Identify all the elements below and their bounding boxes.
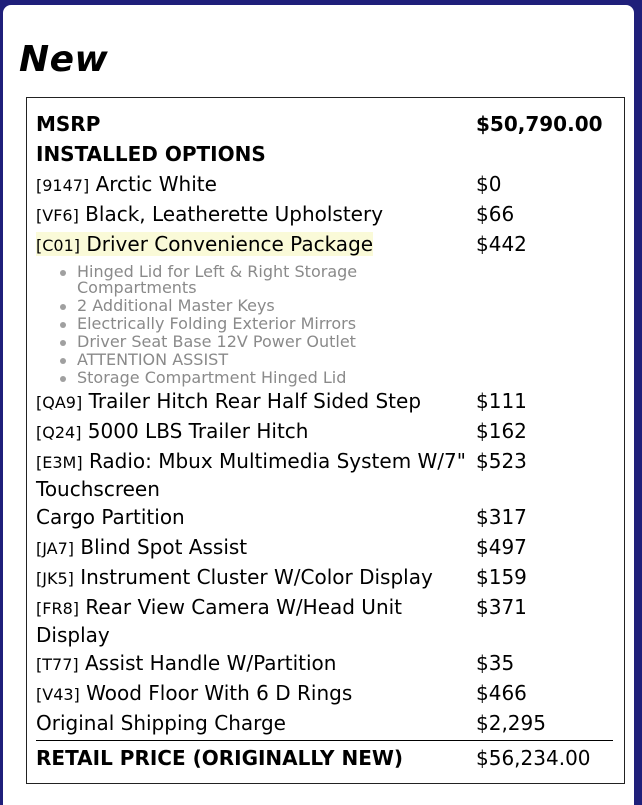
option-price: $66 [476,202,515,226]
option-code: [V43] [36,685,80,704]
option-name: Black, Leatherette Upholstery [85,202,384,226]
msrp-label: MSRP [36,112,101,136]
total-divider [36,740,613,741]
package-item: Driver Seat Base 12V Power Outlet [57,334,437,350]
retail-price-value: $56,234.00 [476,746,591,770]
option-name: Wood Floor With 6 D Rings [86,681,353,705]
sticker-panel [3,5,634,805]
option-code: [VF6] [36,206,79,225]
option-name: Driver Convenience Package [86,232,374,256]
package-item: Storage Compartment Hinged Lid [57,370,437,386]
option-price: $523 [476,449,527,473]
option-name: Blind Spot Assist [80,535,248,559]
option-name: 5000 LBS Trailer Hitch [87,419,309,443]
option-price: $35 [476,651,515,675]
option-price: $317 [476,505,527,529]
msrp-price: $50,790.00 [476,112,603,136]
option-name: Radio: Mbux Multimedia System W/7" Touchscreen [36,449,466,501]
option-price: $497 [476,535,527,559]
option-price: $442 [476,232,527,256]
option-name: Rear View Camera W/Head Unit Display [36,595,403,647]
option-price: $159 [476,565,527,589]
option-code: [QA9] [36,393,83,412]
option-code: [C01] [36,236,81,255]
option-code: [FR8] [36,599,79,618]
option-name: Trailer Hitch Rear Half Sided Step [88,389,422,413]
option-code: [Q24] [36,423,82,442]
package-item: Hinged Lid for Left & Right Storage Compartments [57,264,437,296]
option-code: [T77] [36,655,79,674]
package-item: 2 Additional Master Keys [57,298,437,314]
option-price: $466 [476,681,527,705]
option-price: $0 [476,172,502,196]
shipping-price: $2,295 [476,711,546,735]
page-title: New [19,39,109,80]
option-code: [E3M] [36,453,83,472]
option-code: [JK5] [36,569,74,588]
retail-price-label: RETAIL PRICE (ORIGINALLY NEW) [36,746,404,770]
window-sticker-box: MSRP $50,790.00 INSTALLED OPTIONS [9147] Arctic White $0 [VF6] Black, Leatherette Upholstery $66 [C01] Driver Convenience Package $442 Hinged Lid for Left & Right Storage Compartments 2 Additional Master Keys Electrically Folding Exterior Mirrors Driver Seat Base 12V Power Outlet ATTENTION ASSIST Storage Compartment Hinged Lid [QA9] Trailer Hitch Rear Half Sided Step $111 [Q24] 5000 LBS Trailer Hitch $162 [E3M] Radio: Mbux Multimedia System W/7" Touchscreen $523 Cargo Partition $317 [JA7] Blind Spot Assist $497 [JK5] Instrument Cluster W/Color Display $159 [FR8] Rear View Camera W/Head Unit Display $371 [T77] Assist Handle W/Partition $35 [V43] Wood Floor With 6 D Rings $466 Original Shipping Charge $2,295 RETAIL PRICE (ORIGINALLY NEW) $56,234.00 [26,97,625,784]
option-code: [JA7] [36,539,75,558]
option-name: Arctic White [95,172,217,196]
option-name: Instrument Cluster W/Color Display [80,565,433,589]
package-items-list [57,264,437,388]
option-name: Cargo Partition [36,505,185,529]
option-name: Assist Handle W/Partition [84,651,337,675]
option-price: $111 [476,389,527,413]
option-code: [9147] [36,176,90,195]
package-item: ATTENTION ASSIST [57,352,437,368]
option-price: $162 [476,419,527,443]
shipping-label: Original Shipping Charge [36,711,286,735]
package-item: Electrically Folding Exterior Mirrors [57,316,437,332]
option-price: $371 [476,595,527,619]
